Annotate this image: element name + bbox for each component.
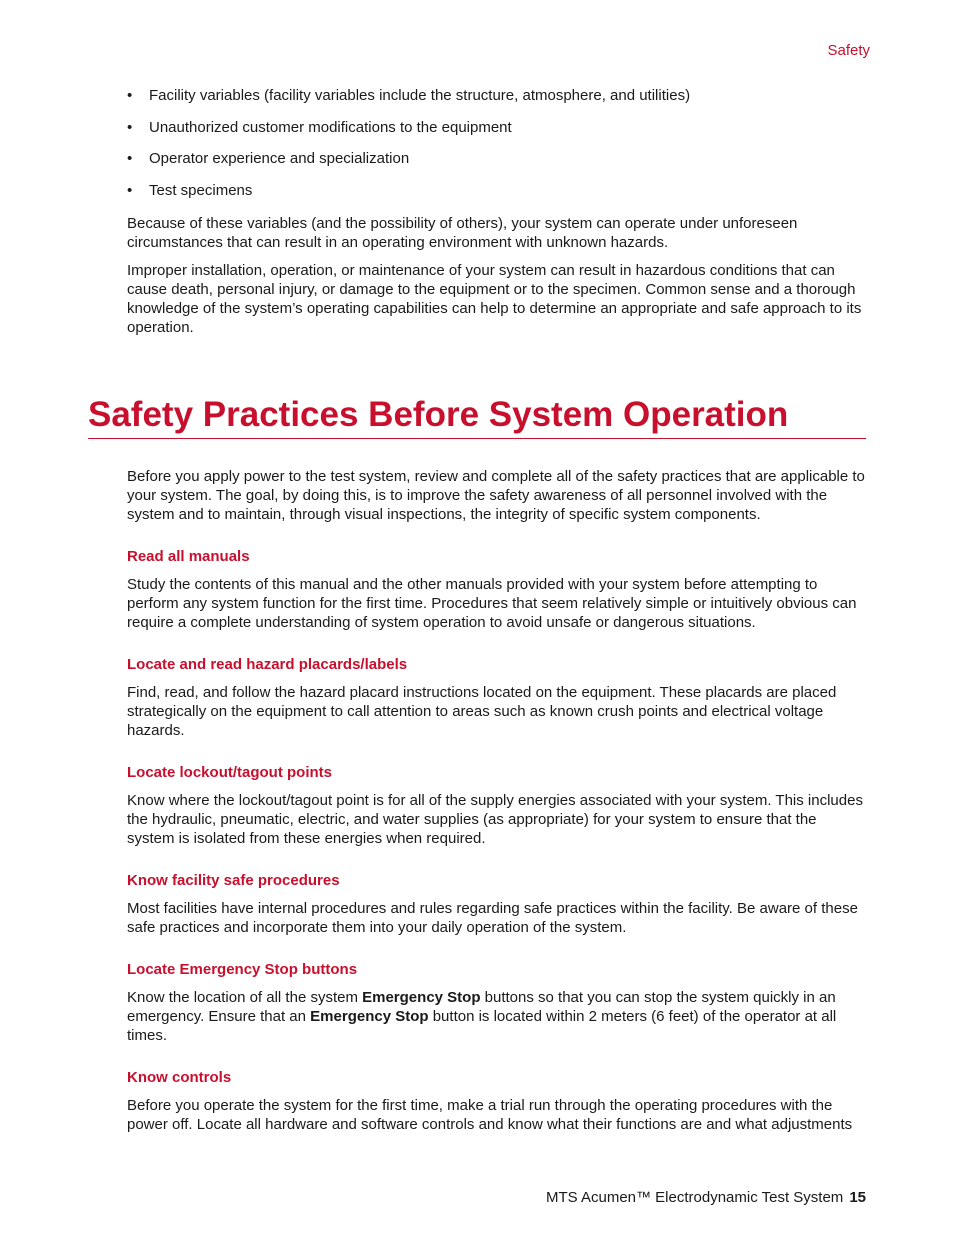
list-item-text: Operator experience and specialization <box>149 150 410 167</box>
intro-content <box>127 85 867 337</box>
subsection-heading: Locate and read hazard placards/labels <box>127 656 408 673</box>
subsection-heading: Read all manuals <box>127 548 250 565</box>
section-title-rule <box>88 395 866 439</box>
list-item-text: Test specimens <box>149 181 253 199</box>
list-item-text: Facility variables (facility variables include the structure, atmosphere, and utilities) <box>149 87 691 104</box>
bullet-icon: • <box>127 150 133 167</box>
running-header-section: Safety <box>827 42 870 59</box>
subsection-lockout <box>127 763 867 848</box>
list-item <box>127 85 867 106</box>
subsection-body: Know where the lockout/tagout point is for all of the supply energies associated with your system. This includes the hydraulic, pneumatic, electric, and water supplies (as appropriate) for your system to ensure that the system is isolated from these energies when required. <box>127 792 863 847</box>
subsection-body: Find, read, and follow the hazard placard instructions located on the equipment. These placards are placed strategically on the equipment to call attention to areas such as known crush points and electrical voltage hazards. <box>127 684 837 739</box>
subsection-heading: Locate Emergency Stop buttons <box>127 961 358 978</box>
subsection-heading: Know controls <box>127 1069 232 1086</box>
subsection-estop <box>127 960 867 1045</box>
body-text: Know the location of all the system <box>127 989 363 1006</box>
subsection-body <box>127 988 867 1045</box>
subsection-controls <box>127 1068 867 1134</box>
subsection-body: Study the contents of this manual and the other manuals provided with your system before attempting to perform any system function for the first time. Procedures that seem relatively simple or intuitively obvious can require a complete understanding of system operation to avoid unsafe or dangerous situations. <box>127 576 857 631</box>
list-item <box>127 180 867 201</box>
page-footer <box>546 1189 866 1206</box>
subsection-body: Most facilities have internal procedures and rules regarding safe practices within the facility. Be aware of these safe practices and incorporate them into your daily operation of the system. <box>127 900 858 936</box>
bullet-icon: • <box>127 181 133 199</box>
intro-paragraph-hazards: Improper installation, operation, or maintenance of your system can result in hazardous conditions that can cause death, personal injury, or damage to the equipment or to the specimen. Common sense and a thorough knowledge of the system’s operating capabilities can help to determine an appropriate and safe approach to its operation. <box>127 261 862 336</box>
variables-list <box>127 85 867 201</box>
bullet-icon: • <box>127 87 133 104</box>
page-number: 15 <box>849 1189 866 1206</box>
body-text: buttons so that you can stop the system quickly in an emergency. Ensure that an <box>127 989 836 1025</box>
bullet-icon: • <box>127 118 133 136</box>
list-item <box>127 117 867 138</box>
emphasis-term: Emergency Stop <box>310 1008 429 1025</box>
subsection-body: Before you operate the system for the first time, make a trial run through the operating procedures with the power off. Locate all hardware and software controls and know what their functions are and what adjustments <box>127 1097 853 1133</box>
subsection-facility <box>127 871 867 937</box>
body-text: button is located within 2 meters (6 feet) of the operator at all times. <box>127 1008 837 1044</box>
section-title: Safety Practices Before System Operation <box>88 395 789 434</box>
emphasis-term: Emergency Stop <box>362 989 481 1006</box>
subsection-heading: Know facility safe procedures <box>127 872 340 889</box>
footer-product-name: MTS Acumen™ Electrodynamic Test System <box>545 1189 844 1206</box>
section-body <box>127 467 867 1134</box>
subsection-heading: Locate lockout/tagout points <box>127 764 332 781</box>
list-item-text: Unauthorized customer modifications to the equipment <box>149 118 512 136</box>
subsection-manuals <box>127 547 867 632</box>
section-intro: Before you apply power to the test system, review and complete all of the safety practices that are applicable to your system. The goal, by doing this, is to improve the safety awareness of all personnel involved with the system and to maintain, through visual inspections, the integrity of specific system components. <box>127 468 865 523</box>
list-item <box>127 148 867 169</box>
subsection-placards <box>127 655 867 740</box>
intro-paragraph-variables: Because of these variables (and the possibility of others), your system can operate under unforeseen circumstances that can result in an operating environment with unknown hazards. <box>127 214 798 251</box>
